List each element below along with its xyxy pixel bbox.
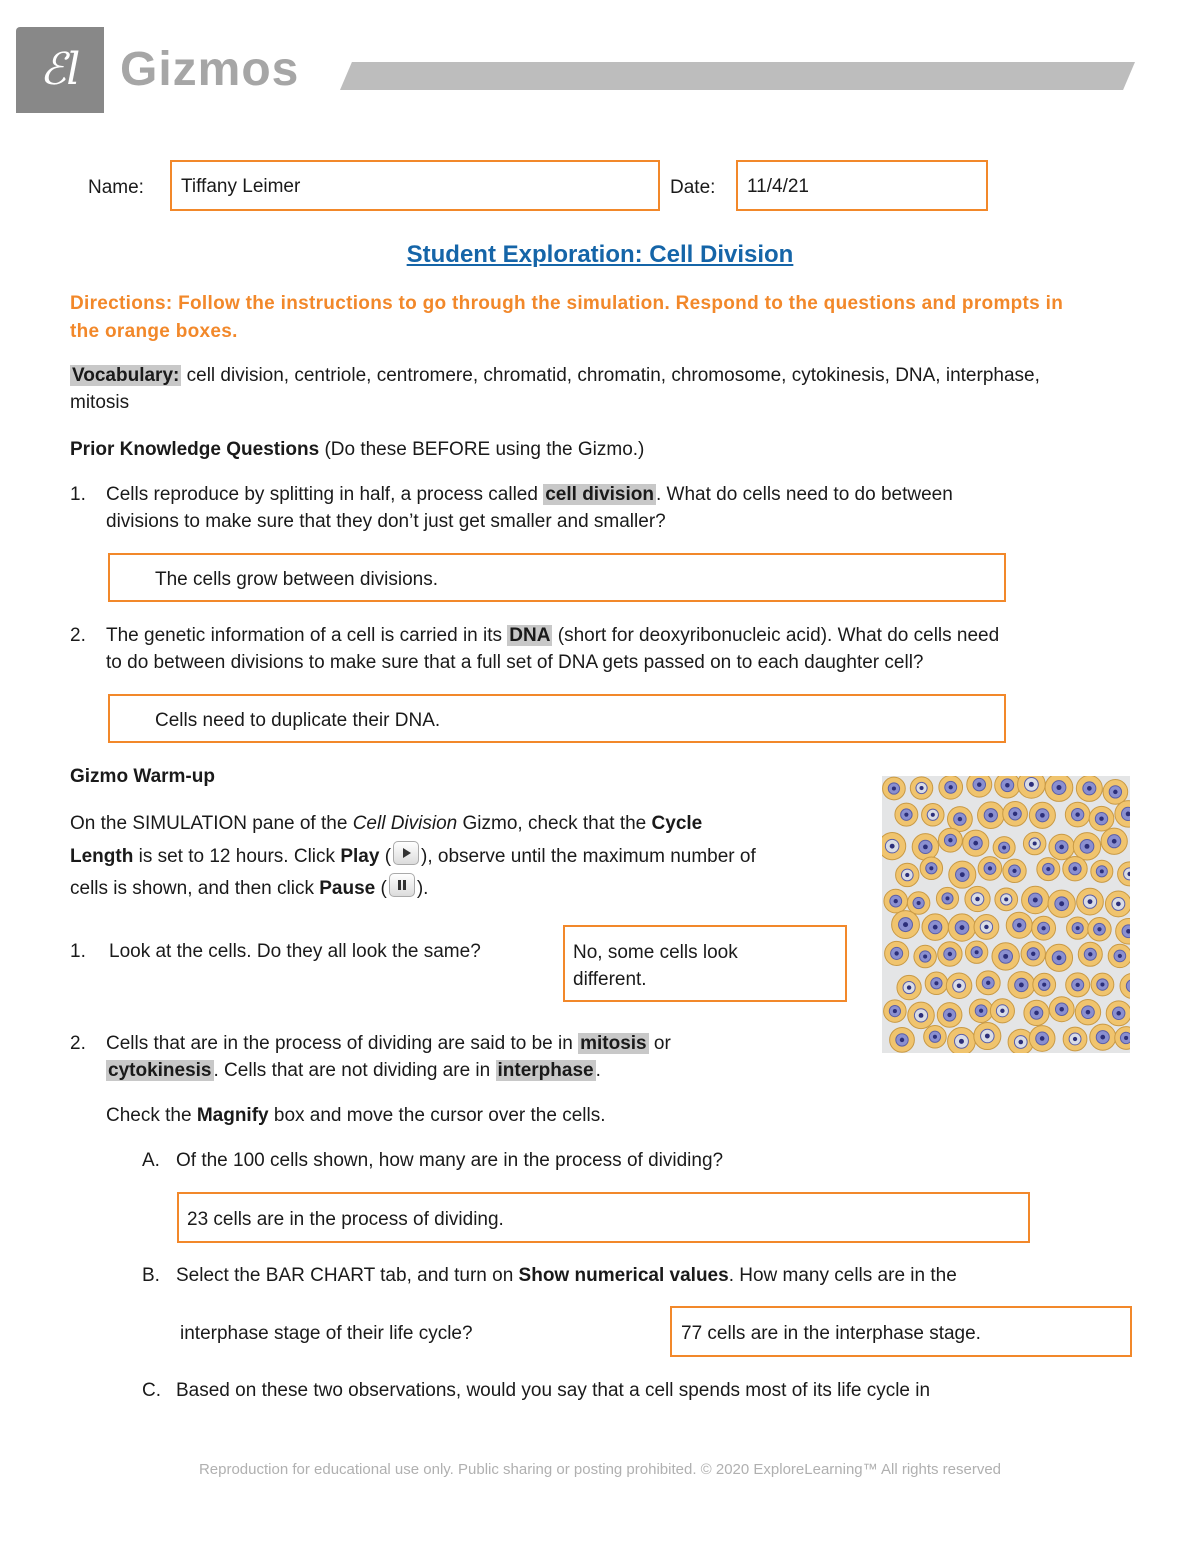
q1-number: 1. bbox=[70, 484, 86, 505]
cell bbox=[967, 776, 992, 797]
cell bbox=[1037, 858, 1060, 881]
brand-name: Gizmos bbox=[120, 43, 300, 96]
prior-note: (Do these BEFORE using the Gizmo.) bbox=[324, 439, 645, 460]
q2-line2: to do between divisions to make sure that a full set of DNA gets passed on to each daughter cell? bbox=[106, 652, 924, 673]
cell bbox=[1078, 942, 1102, 966]
date-field[interactable] bbox=[736, 160, 988, 211]
cell bbox=[890, 1028, 915, 1053]
look-question: Look at the cells. Do they all look the same? bbox=[109, 941, 481, 962]
cells-svg bbox=[882, 776, 1130, 1053]
cell bbox=[1091, 860, 1113, 882]
warmup-text: cells is shown, and then click bbox=[70, 878, 314, 899]
cell bbox=[1048, 890, 1075, 917]
cell bbox=[920, 857, 942, 879]
look-answer: No, some cells look different. bbox=[573, 942, 738, 990]
cell bbox=[1077, 888, 1104, 915]
part-a-letter: A. bbox=[142, 1150, 160, 1171]
warmup-line2 bbox=[70, 841, 756, 870]
cell bbox=[1076, 776, 1102, 801]
cell bbox=[895, 803, 918, 826]
cell bbox=[1045, 944, 1072, 971]
cell bbox=[1022, 886, 1049, 913]
date-label: Date: bbox=[670, 177, 716, 198]
gizmos-logo bbox=[16, 27, 104, 113]
warmup-text: Gizmo, check that the bbox=[462, 813, 647, 834]
cell bbox=[1101, 828, 1127, 854]
q2-answer: Cells need to duplicate their DNA. bbox=[155, 710, 441, 731]
cell bbox=[1049, 834, 1075, 860]
look-answer-box[interactable] bbox=[563, 925, 847, 1002]
cell bbox=[1073, 833, 1100, 860]
cell bbox=[1116, 918, 1130, 944]
interphase-term: interphase bbox=[497, 1060, 594, 1081]
div-line2 bbox=[106, 1057, 601, 1084]
warmup-text: is set to 12 hours. Click bbox=[138, 846, 336, 867]
div-text: Cells that are in the process of dividing are said to be in bbox=[106, 1033, 573, 1054]
cell bbox=[885, 941, 909, 965]
name-label: Name: bbox=[88, 177, 144, 198]
cell bbox=[978, 857, 1002, 881]
cell bbox=[1021, 942, 1045, 966]
cell bbox=[995, 888, 1018, 911]
length-label: Length bbox=[70, 846, 134, 867]
vocabulary-terms: cell division, centriole, centromere, chromatid, chromatin, chromosome, cytokinesis, DNA, interphase, mitosis bbox=[70, 365, 1040, 413]
footer: Reproduction for educational use only. Public sharing or posting prohibited. © 2020 ExploreLearning™ All rights reserved bbox=[198, 1461, 1002, 1478]
q1-line1 bbox=[106, 481, 953, 508]
show-values-label: Show numerical values bbox=[518, 1265, 729, 1286]
cell bbox=[914, 945, 937, 968]
name-value: Tiffany Leimer bbox=[181, 176, 301, 197]
cell bbox=[995, 776, 1020, 798]
cell bbox=[1032, 916, 1056, 940]
cell bbox=[912, 834, 938, 860]
look-number: 1. bbox=[70, 941, 86, 962]
play-label: Play bbox=[340, 846, 380, 867]
cell bbox=[1120, 973, 1130, 998]
date-value: 11/4/21 bbox=[747, 176, 809, 197]
cell bbox=[969, 999, 992, 1022]
cell bbox=[1063, 1027, 1087, 1051]
part-b-answer: 77 cells are in the interphase stage. bbox=[681, 1323, 981, 1344]
cell bbox=[990, 999, 1014, 1023]
cell bbox=[1063, 856, 1087, 880]
cell bbox=[1024, 1000, 1049, 1025]
page-title: Student Exploration: Cell Division bbox=[406, 241, 794, 268]
check-magnify-line bbox=[106, 1102, 606, 1129]
pause-label: Pause bbox=[319, 878, 376, 899]
vocabulary bbox=[70, 362, 1080, 416]
play-icon bbox=[393, 841, 419, 865]
cell bbox=[922, 804, 944, 826]
vocabulary-label: Vocabulary: bbox=[72, 365, 180, 386]
part-b-text: Select the BAR CHART tab, and turn on bbox=[176, 1265, 514, 1286]
q2-term: DNA bbox=[509, 625, 551, 646]
q2-pre: The genetic information of a cell is carried in its bbox=[106, 625, 503, 646]
cell bbox=[949, 861, 976, 888]
div-line1 bbox=[106, 1030, 671, 1057]
cell bbox=[1066, 973, 1090, 997]
cycle-label: Cycle bbox=[651, 813, 703, 834]
cell bbox=[1018, 776, 1046, 798]
cell bbox=[1067, 917, 1089, 939]
cell bbox=[910, 777, 932, 799]
mitosis-term: mitosis bbox=[580, 1033, 647, 1054]
paren: ( bbox=[384, 846, 392, 867]
cell bbox=[1106, 1001, 1130, 1026]
cell bbox=[1088, 918, 1111, 941]
q1-term: cell division bbox=[545, 484, 654, 505]
cell bbox=[948, 914, 975, 941]
warmup-text: On the SIMULATION pane of the bbox=[70, 813, 348, 834]
part-c-question: Based on these two observations, would you say that a cell spends most of its life cycle in bbox=[176, 1380, 931, 1401]
cell bbox=[1075, 999, 1100, 1024]
cell bbox=[974, 1022, 1001, 1049]
cell bbox=[1065, 802, 1090, 827]
warmup-text: ), observe until the maximum number of bbox=[421, 846, 756, 867]
cell bbox=[965, 886, 990, 911]
cell bbox=[1108, 944, 1130, 967]
cell bbox=[882, 833, 906, 860]
cell bbox=[1045, 776, 1073, 801]
gizmo-name: Cell Division bbox=[352, 813, 458, 834]
q2-post: (short for deoxyribonucleic acid). What do cells need bbox=[557, 625, 1000, 646]
pause-icon bbox=[389, 873, 415, 897]
warmup-heading: Gizmo Warm-up bbox=[70, 766, 215, 787]
div-number: 2. bbox=[70, 1033, 86, 1054]
magnify-label: Magnify bbox=[196, 1105, 269, 1126]
cell bbox=[1029, 1026, 1055, 1052]
cytokinesis-term: cytokinesis bbox=[108, 1060, 212, 1081]
cell bbox=[938, 942, 962, 966]
prior-heading: Prior Knowledge Questions bbox=[70, 439, 320, 460]
part-b-letter: B. bbox=[142, 1265, 160, 1286]
cell bbox=[1105, 891, 1130, 917]
part-b-answer-box[interactable] bbox=[670, 1306, 1132, 1357]
q2-line1 bbox=[106, 622, 999, 649]
q2-answer-box[interactable] bbox=[108, 694, 1006, 743]
div-text: . Cells that are not dividing are in bbox=[213, 1060, 491, 1081]
cell bbox=[992, 943, 1019, 970]
part-a-answer-box[interactable] bbox=[177, 1192, 1030, 1243]
cell bbox=[939, 776, 963, 799]
part-c-letter: C. bbox=[142, 1380, 161, 1401]
cell bbox=[946, 973, 972, 999]
cell bbox=[976, 971, 1000, 995]
cell bbox=[1118, 862, 1130, 886]
cell bbox=[925, 972, 948, 995]
prior-heading-line bbox=[70, 436, 644, 463]
part-a-question: Of the 100 cells shown, how many are in the process of dividing? bbox=[176, 1150, 724, 1171]
cell bbox=[963, 830, 989, 856]
part-b-text: . How many cells are in the bbox=[728, 1265, 957, 1286]
part-b-line1 bbox=[176, 1262, 957, 1289]
cell bbox=[965, 941, 987, 963]
cell bbox=[937, 1003, 962, 1028]
cell bbox=[1003, 801, 1028, 826]
cell bbox=[897, 975, 921, 999]
cell bbox=[1090, 1024, 1116, 1050]
cell bbox=[1091, 973, 1114, 996]
cell bbox=[1103, 780, 1128, 805]
directions: Directions: Follow the instructions to go through the simulation. Respond to the questions and prompts in the orange boxes. bbox=[70, 293, 1064, 342]
cell bbox=[1033, 973, 1056, 996]
q1-pre: Cells reproduce by splitting in half, a process called bbox=[106, 484, 538, 505]
q1-answer: The cells grow between divisions. bbox=[155, 569, 439, 590]
div-text: . bbox=[595, 1060, 601, 1081]
warmup-line3 bbox=[70, 873, 428, 902]
name-field[interactable] bbox=[170, 160, 660, 211]
cell bbox=[883, 777, 906, 800]
cell bbox=[884, 1000, 907, 1023]
check-text: box and move the cursor over the cells. bbox=[273, 1105, 606, 1126]
cells-image bbox=[882, 776, 1130, 1053]
cell bbox=[907, 892, 929, 914]
cell bbox=[922, 914, 949, 941]
cell bbox=[892, 911, 920, 939]
check-text: Check the bbox=[106, 1105, 192, 1126]
q1-post: . What do cells need to do between bbox=[656, 484, 953, 505]
q1-line2: divisions to make sure that they don’t just get smaller and smaller? bbox=[106, 511, 666, 532]
cell bbox=[884, 889, 908, 913]
cell bbox=[993, 837, 1015, 859]
cell bbox=[1049, 997, 1074, 1022]
warmup-text: ). bbox=[416, 878, 429, 899]
cell bbox=[924, 1026, 947, 1049]
div-text: or bbox=[653, 1033, 671, 1054]
cell bbox=[974, 915, 999, 940]
logo-glyph: ℰl bbox=[39, 44, 81, 95]
warmup-line1 bbox=[70, 810, 702, 837]
paren: ( bbox=[380, 878, 387, 899]
cell bbox=[1003, 859, 1026, 882]
cell bbox=[896, 863, 919, 886]
cell bbox=[1006, 912, 1032, 938]
cell bbox=[1115, 1027, 1130, 1050]
q2-number: 2. bbox=[70, 625, 86, 646]
cell bbox=[1115, 801, 1130, 827]
q1-answer-box[interactable] bbox=[108, 553, 1006, 602]
cell bbox=[1008, 972, 1035, 999]
cell bbox=[938, 828, 962, 852]
part-a-answer: 23 cells are in the process of dividing. bbox=[187, 1209, 504, 1230]
cell bbox=[1089, 806, 1114, 831]
cell bbox=[936, 887, 958, 909]
cell bbox=[1029, 802, 1055, 828]
cell bbox=[948, 1027, 976, 1053]
header-bar bbox=[340, 62, 1135, 90]
cell bbox=[978, 802, 1005, 829]
cell bbox=[1023, 832, 1046, 855]
part-b-line2: interphase stage of their life cycle? bbox=[180, 1323, 473, 1344]
cell bbox=[908, 1002, 935, 1029]
